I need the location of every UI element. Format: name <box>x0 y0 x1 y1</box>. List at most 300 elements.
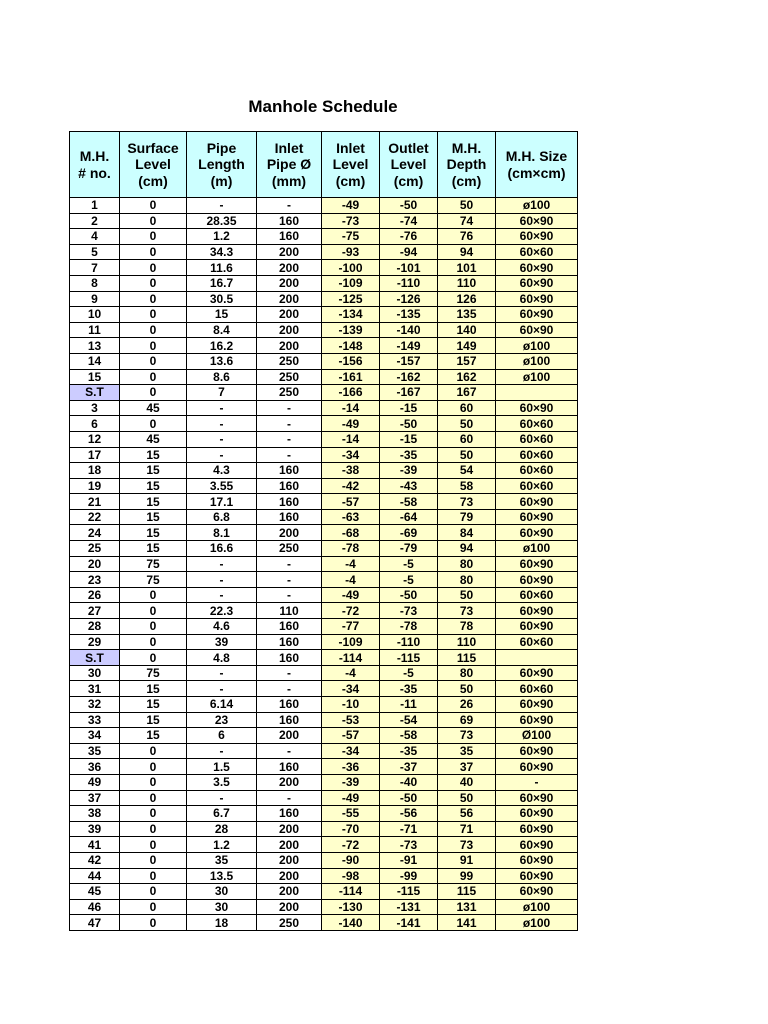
cell-pipe-length: 34.3 <box>187 244 257 260</box>
cell-surface-level: 0 <box>120 774 187 790</box>
cell-inlet-level: -4 <box>322 665 380 681</box>
cell-surface-level: 0 <box>120 244 187 260</box>
cell-inlet-pipe-diameter: 200 <box>257 260 322 276</box>
cell-mh-no: 21 <box>70 494 120 510</box>
cell-pipe-length: 28.35 <box>187 213 257 229</box>
cell-outlet-level: -135 <box>380 307 438 323</box>
table-row <box>70 572 578 588</box>
cell-surface-level: 0 <box>120 884 187 900</box>
cell-inlet-pipe-diameter: - <box>257 681 322 697</box>
cell-inlet-pipe-diameter: 200 <box>257 244 322 260</box>
header-inlet-pipe-diameter: Inlet Pipe Ø (mm) <box>257 132 322 198</box>
cell-mh-no: 36 <box>70 759 120 775</box>
cell-pipe-length: 4.3 <box>187 463 257 479</box>
cell-inlet-pipe-diameter: - <box>257 587 322 603</box>
table-row <box>70 743 578 759</box>
cell-outlet-level: -74 <box>380 213 438 229</box>
table-row <box>70 353 578 369</box>
cell-mh-no: 41 <box>70 837 120 853</box>
cell-inlet-pipe-diameter: 200 <box>257 868 322 884</box>
cell-pipe-length: 15 <box>187 307 257 323</box>
cell-surface-level: 15 <box>120 728 187 744</box>
cell-mh-depth: 141 <box>438 915 496 931</box>
cell-mh-size: 60×90 <box>496 603 578 619</box>
cell-pipe-length: 6.14 <box>187 697 257 713</box>
cell-mh-size: 60×60 <box>496 478 578 494</box>
cell-inlet-pipe-diameter: 160 <box>257 634 322 650</box>
cell-mh-no: 3 <box>70 400 120 416</box>
cell-mh-no: 33 <box>70 712 120 728</box>
cell-inlet-pipe-diameter: - <box>257 743 322 759</box>
cell-outlet-level: -141 <box>380 915 438 931</box>
cell-inlet-pipe-diameter: 160 <box>257 478 322 494</box>
cell-pipe-length: 1.2 <box>187 837 257 853</box>
cell-mh-depth: 73 <box>438 837 496 853</box>
cell-inlet-pipe-diameter: 200 <box>257 884 322 900</box>
header-outlet-level: Outlet Level (cm) <box>380 132 438 198</box>
cell-inlet-level: -72 <box>322 603 380 619</box>
cell-surface-level: 45 <box>120 400 187 416</box>
cell-outlet-level: -15 <box>380 400 438 416</box>
cell-mh-size: 60×90 <box>496 572 578 588</box>
cell-mh-no: 4 <box>70 229 120 245</box>
cell-mh-no: 18 <box>70 463 120 479</box>
table-row <box>70 494 578 510</box>
cell-mh-depth: 60 <box>438 400 496 416</box>
cell-outlet-level: -99 <box>380 868 438 884</box>
cell-mh-no: 15 <box>70 369 120 385</box>
cell-mh-size: 60×90 <box>496 759 578 775</box>
cell-mh-size: 60×90 <box>496 852 578 868</box>
cell-inlet-level: -49 <box>322 198 380 214</box>
cell-pipe-length: 1.2 <box>187 229 257 245</box>
cell-inlet-pipe-diameter: 250 <box>257 385 322 401</box>
cell-inlet-pipe-diameter: - <box>257 400 322 416</box>
cell-inlet-pipe-diameter: - <box>257 198 322 214</box>
cell-mh-no: 17 <box>70 447 120 463</box>
cell-surface-level: 0 <box>120 307 187 323</box>
cell-pipe-length: 6.7 <box>187 806 257 822</box>
cell-pipe-length: - <box>187 743 257 759</box>
cell-mh-size: 60×90 <box>496 229 578 245</box>
cell-mh-no: 9 <box>70 291 120 307</box>
table-row <box>70 556 578 572</box>
cell-inlet-level: -100 <box>322 260 380 276</box>
cell-surface-level: 0 <box>120 650 187 666</box>
cell-outlet-level: -78 <box>380 619 438 635</box>
cell-mh-no: S.T <box>70 385 120 401</box>
cell-pipe-length: 7 <box>187 385 257 401</box>
cell-pipe-length: - <box>187 556 257 572</box>
table-row <box>70 291 578 307</box>
cell-mh-size: 60×90 <box>496 665 578 681</box>
cell-surface-level: 0 <box>120 634 187 650</box>
cell-outlet-level: -76 <box>380 229 438 245</box>
cell-mh-depth: 58 <box>438 478 496 494</box>
cell-inlet-pipe-diameter: 160 <box>257 213 322 229</box>
cell-inlet-level: -36 <box>322 759 380 775</box>
cell-outlet-level: -126 <box>380 291 438 307</box>
cell-surface-level: 0 <box>120 353 187 369</box>
cell-inlet-pipe-diameter: - <box>257 790 322 806</box>
cell-inlet-pipe-diameter: 250 <box>257 915 322 931</box>
cell-outlet-level: -50 <box>380 587 438 603</box>
cell-outlet-level: -110 <box>380 634 438 650</box>
cell-surface-level: 15 <box>120 509 187 525</box>
cell-inlet-level: -34 <box>322 681 380 697</box>
table-row <box>70 712 578 728</box>
cell-mh-depth: 50 <box>438 587 496 603</box>
table-row <box>70 619 578 635</box>
cell-inlet-pipe-diameter: 200 <box>257 899 322 915</box>
cell-mh-no: 38 <box>70 806 120 822</box>
cell-outlet-level: -37 <box>380 759 438 775</box>
cell-inlet-level: -68 <box>322 525 380 541</box>
cell-inlet-level: -38 <box>322 463 380 479</box>
cell-mh-no: 42 <box>70 852 120 868</box>
cell-mh-no: S.T <box>70 650 120 666</box>
cell-mh-size: 60×60 <box>496 244 578 260</box>
cell-outlet-level: -54 <box>380 712 438 728</box>
cell-inlet-level: -140 <box>322 915 380 931</box>
cell-mh-no: 1 <box>70 198 120 214</box>
table-row <box>70 385 578 401</box>
cell-mh-depth: 79 <box>438 509 496 525</box>
cell-inlet-level: -14 <box>322 400 380 416</box>
cell-pipe-length: 22.3 <box>187 603 257 619</box>
cell-inlet-pipe-diameter: 160 <box>257 806 322 822</box>
cell-inlet-level: -130 <box>322 899 380 915</box>
cell-inlet-pipe-diameter: 200 <box>257 852 322 868</box>
cell-inlet-level: -42 <box>322 478 380 494</box>
cell-surface-level: 0 <box>120 806 187 822</box>
cell-pipe-length: 17.1 <box>187 494 257 510</box>
cell-mh-size: 60×90 <box>496 400 578 416</box>
cell-pipe-length: 39 <box>187 634 257 650</box>
cell-outlet-level: -115 <box>380 650 438 666</box>
cell-pipe-length: 23 <box>187 712 257 728</box>
cell-mh-size: 60×90 <box>496 275 578 291</box>
cell-inlet-pipe-diameter: 160 <box>257 619 322 635</box>
cell-inlet-pipe-diameter: 200 <box>257 728 322 744</box>
table-row <box>70 681 578 697</box>
cell-inlet-level: -109 <box>322 275 380 291</box>
cell-surface-level: 15 <box>120 525 187 541</box>
cell-pipe-length: 8.6 <box>187 369 257 385</box>
cell-surface-level: 15 <box>120 681 187 697</box>
cell-inlet-pipe-diameter: - <box>257 416 322 432</box>
cell-inlet-level: -139 <box>322 322 380 338</box>
table-row <box>70 400 578 416</box>
cell-surface-level: 0 <box>120 369 187 385</box>
cell-pipe-length: - <box>187 198 257 214</box>
cell-inlet-pipe-diameter: - <box>257 572 322 588</box>
cell-pipe-length: 6 <box>187 728 257 744</box>
table-row <box>70 509 578 525</box>
cell-inlet-level: -78 <box>322 541 380 557</box>
header-inlet-level: Inlet Level (cm) <box>322 132 380 198</box>
cell-mh-depth: 167 <box>438 385 496 401</box>
cell-mh-depth: 126 <box>438 291 496 307</box>
cell-mh-depth: 94 <box>438 541 496 557</box>
cell-mh-depth: 157 <box>438 353 496 369</box>
cell-mh-size <box>496 650 578 666</box>
cell-mh-size: ø100 <box>496 198 578 214</box>
cell-mh-no: 46 <box>70 899 120 915</box>
cell-inlet-level: -148 <box>322 338 380 354</box>
cell-surface-level: 0 <box>120 790 187 806</box>
cell-mh-size: 60×90 <box>496 884 578 900</box>
cell-mh-no: 44 <box>70 868 120 884</box>
cell-mh-depth: 73 <box>438 603 496 619</box>
cell-pipe-length: 11.6 <box>187 260 257 276</box>
cell-mh-depth: 71 <box>438 821 496 837</box>
cell-mh-size: ø100 <box>496 541 578 557</box>
cell-pipe-length: - <box>187 572 257 588</box>
table-row <box>70 884 578 900</box>
cell-outlet-level: -5 <box>380 665 438 681</box>
table-row <box>70 665 578 681</box>
cell-inlet-pipe-diameter: 200 <box>257 338 322 354</box>
cell-mh-no: 13 <box>70 338 120 354</box>
cell-surface-level: 75 <box>120 572 187 588</box>
cell-mh-depth: 115 <box>438 884 496 900</box>
cell-inlet-level: -156 <box>322 353 380 369</box>
table-row <box>70 260 578 276</box>
table-row <box>70 229 578 245</box>
cell-mh-no: 5 <box>70 244 120 260</box>
cell-pipe-length: 30 <box>187 899 257 915</box>
header-surface-level: Surface Level (cm) <box>120 132 187 198</box>
cell-mh-depth: 110 <box>438 275 496 291</box>
cell-inlet-level: -57 <box>322 494 380 510</box>
cell-pipe-length: - <box>187 416 257 432</box>
cell-mh-no: 35 <box>70 743 120 759</box>
header-row <box>70 132 578 198</box>
table-row <box>70 837 578 853</box>
cell-pipe-length: - <box>187 587 257 603</box>
table-row <box>70 650 578 666</box>
cell-mh-size: 60×90 <box>496 743 578 759</box>
cell-inlet-level: -109 <box>322 634 380 650</box>
cell-mh-depth: 162 <box>438 369 496 385</box>
cell-inlet-pipe-diameter: 160 <box>257 697 322 713</box>
table-row <box>70 322 578 338</box>
cell-inlet-pipe-diameter: 200 <box>257 307 322 323</box>
cell-mh-depth: 140 <box>438 322 496 338</box>
cell-outlet-level: -56 <box>380 806 438 822</box>
cell-mh-depth: 37 <box>438 759 496 775</box>
cell-outlet-level: -58 <box>380 494 438 510</box>
cell-mh-no: 23 <box>70 572 120 588</box>
cell-inlet-pipe-diameter: 160 <box>257 494 322 510</box>
cell-surface-level: 0 <box>120 260 187 276</box>
cell-mh-no: 10 <box>70 307 120 323</box>
cell-outlet-level: -43 <box>380 478 438 494</box>
cell-outlet-level: -79 <box>380 541 438 557</box>
cell-inlet-level: -49 <box>322 790 380 806</box>
cell-mh-size: ø100 <box>496 899 578 915</box>
cell-surface-level: 0 <box>120 385 187 401</box>
table-row <box>70 634 578 650</box>
cell-mh-size: 60×90 <box>496 307 578 323</box>
cell-surface-level: 15 <box>120 478 187 494</box>
cell-pipe-length: 8.4 <box>187 322 257 338</box>
cell-surface-level: 0 <box>120 229 187 245</box>
page-title: Manhole Schedule <box>248 97 398 116</box>
cell-mh-size: 60×90 <box>496 525 578 541</box>
cell-mh-depth: 54 <box>438 463 496 479</box>
cell-mh-depth: 80 <box>438 556 496 572</box>
cell-mh-depth: 149 <box>438 338 496 354</box>
cell-mh-no: 47 <box>70 915 120 931</box>
cell-surface-level: 0 <box>120 915 187 931</box>
cell-outlet-level: -73 <box>380 837 438 853</box>
cell-mh-size: 60×90 <box>496 291 578 307</box>
cell-pipe-length: 28 <box>187 821 257 837</box>
cell-mh-no: 7 <box>70 260 120 276</box>
cell-pipe-length: 1.5 <box>187 759 257 775</box>
table-row <box>70 915 578 931</box>
cell-pipe-length: - <box>187 431 257 447</box>
cell-inlet-level: -55 <box>322 806 380 822</box>
cell-mh-size: 60×90 <box>496 806 578 822</box>
cell-mh-depth: 91 <box>438 852 496 868</box>
cell-surface-level: 0 <box>120 213 187 229</box>
cell-surface-level: 0 <box>120 338 187 354</box>
cell-inlet-level: -49 <box>322 416 380 432</box>
cell-outlet-level: -73 <box>380 603 438 619</box>
cell-outlet-level: -71 <box>380 821 438 837</box>
cell-pipe-length: - <box>187 400 257 416</box>
cell-outlet-level: -140 <box>380 322 438 338</box>
cell-mh-no: 12 <box>70 431 120 447</box>
cell-mh-depth: 73 <box>438 494 496 510</box>
cell-surface-level: 15 <box>120 697 187 713</box>
cell-outlet-level: -94 <box>380 244 438 260</box>
cell-mh-depth: 50 <box>438 416 496 432</box>
cell-inlet-pipe-diameter: 200 <box>257 275 322 291</box>
cell-inlet-level: -72 <box>322 837 380 853</box>
cell-surface-level: 0 <box>120 759 187 775</box>
table-row <box>70 697 578 713</box>
table-row <box>70 868 578 884</box>
table-row <box>70 478 578 494</box>
cell-mh-no: 39 <box>70 821 120 837</box>
cell-surface-level: 75 <box>120 556 187 572</box>
cell-outlet-level: -50 <box>380 198 438 214</box>
cell-mh-size: 60×60 <box>496 634 578 650</box>
cell-mh-no: 45 <box>70 884 120 900</box>
cell-mh-no: 28 <box>70 619 120 635</box>
cell-pipe-length: 16.7 <box>187 275 257 291</box>
cell-outlet-level: -15 <box>380 431 438 447</box>
cell-mh-no: 37 <box>70 790 120 806</box>
cell-mh-size: ø100 <box>496 369 578 385</box>
cell-surface-level: 0 <box>120 743 187 759</box>
cell-inlet-pipe-diameter: 110 <box>257 603 322 619</box>
cell-mh-size: 60×90 <box>496 260 578 276</box>
cell-surface-level: 0 <box>120 322 187 338</box>
cell-mh-size: ø100 <box>496 915 578 931</box>
cell-surface-level: 15 <box>120 463 187 479</box>
table-row <box>70 275 578 291</box>
cell-surface-level: 0 <box>120 603 187 619</box>
cell-outlet-level: -39 <box>380 463 438 479</box>
cell-mh-no: 24 <box>70 525 120 541</box>
cell-mh-depth: 50 <box>438 790 496 806</box>
cell-mh-no: 6 <box>70 416 120 432</box>
cell-outlet-level: -50 <box>380 416 438 432</box>
cell-mh-no: 32 <box>70 697 120 713</box>
cell-inlet-pipe-diameter: 160 <box>257 463 322 479</box>
cell-inlet-level: -49 <box>322 587 380 603</box>
cell-mh-no: 2 <box>70 213 120 229</box>
cell-inlet-pipe-diameter: 200 <box>257 774 322 790</box>
cell-inlet-level: -77 <box>322 619 380 635</box>
cell-outlet-level: -101 <box>380 260 438 276</box>
cell-surface-level: 0 <box>120 416 187 432</box>
cell-pipe-length: - <box>187 681 257 697</box>
cell-inlet-pipe-diameter: 250 <box>257 369 322 385</box>
cell-outlet-level: -110 <box>380 275 438 291</box>
table-row <box>70 338 578 354</box>
cell-pipe-length: 8.1 <box>187 525 257 541</box>
cell-inlet-pipe-diameter: 160 <box>257 712 322 728</box>
cell-inlet-level: -73 <box>322 213 380 229</box>
cell-pipe-length: 16.6 <box>187 541 257 557</box>
cell-mh-size: 60×90 <box>496 213 578 229</box>
cell-mh-depth: 80 <box>438 665 496 681</box>
cell-outlet-level: -167 <box>380 385 438 401</box>
cell-mh-size: 60×90 <box>496 619 578 635</box>
table-row <box>70 525 578 541</box>
cell-inlet-level: -114 <box>322 650 380 666</box>
cell-mh-size: 60×60 <box>496 681 578 697</box>
cell-outlet-level: -149 <box>380 338 438 354</box>
cell-inlet-pipe-diameter: 160 <box>257 229 322 245</box>
cell-mh-no: 34 <box>70 728 120 744</box>
cell-inlet-level: -14 <box>322 431 380 447</box>
table-row <box>70 899 578 915</box>
cell-mh-depth: 74 <box>438 213 496 229</box>
cell-outlet-level: -5 <box>380 572 438 588</box>
cell-inlet-pipe-diameter: - <box>257 665 322 681</box>
cell-mh-no: 8 <box>70 275 120 291</box>
cell-mh-size: ø100 <box>496 338 578 354</box>
cell-surface-level: 0 <box>120 899 187 915</box>
table-row <box>70 852 578 868</box>
cell-surface-level: 0 <box>120 198 187 214</box>
header-mh-no: M.H. # no. <box>70 132 120 198</box>
manhole-schedule-table <box>69 131 578 931</box>
cell-mh-size: 60×60 <box>496 463 578 479</box>
cell-mh-no: 49 <box>70 774 120 790</box>
cell-pipe-length: - <box>187 665 257 681</box>
header-mh-depth: M.H. Depth (cm) <box>438 132 496 198</box>
cell-mh-size: 60×90 <box>496 322 578 338</box>
table-row <box>70 431 578 447</box>
table-row <box>70 821 578 837</box>
table-row <box>70 603 578 619</box>
cell-mh-size: 60×90 <box>496 837 578 853</box>
cell-mh-no: 27 <box>70 603 120 619</box>
table-row <box>70 587 578 603</box>
cell-mh-depth: 84 <box>438 525 496 541</box>
cell-mh-depth: 101 <box>438 260 496 276</box>
cell-mh-no: 30 <box>70 665 120 681</box>
cell-mh-no: 20 <box>70 556 120 572</box>
